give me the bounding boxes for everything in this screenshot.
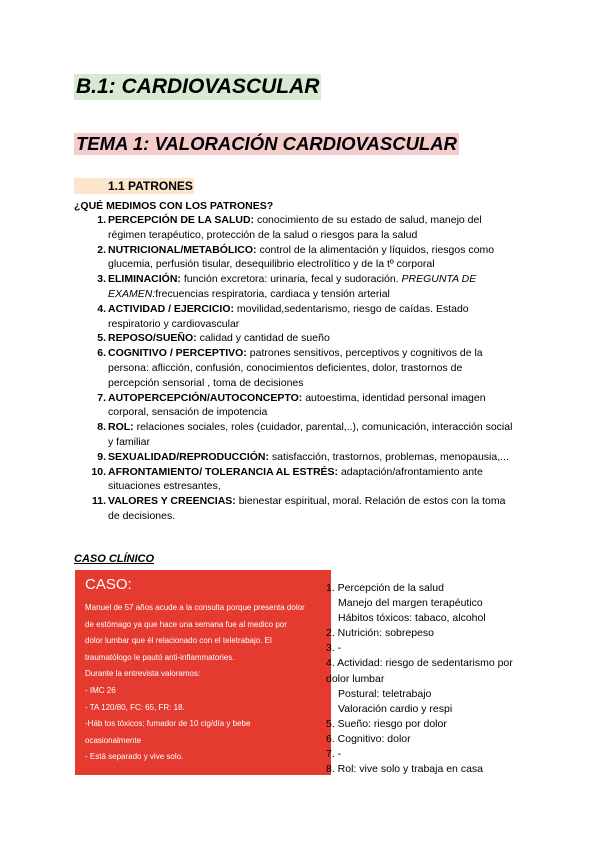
answer-line: 3. - (326, 642, 342, 655)
patron-term: VALORES Y CREENCIAS: (108, 495, 236, 508)
answer-line: Valoración cardio y respi (338, 702, 453, 715)
patron-description: satisfacción, trastornos, problemas, menopausia,... (269, 450, 509, 463)
case-box-title: CASO: (85, 576, 132, 593)
patron-description: autoestima, identidad personal imagen corporal, sensación de impotencia (108, 391, 486, 419)
patron-description: bienestar espiritual, moral. Relación de estos con la toma de decisiones. (108, 495, 506, 522)
patron-description: relaciones sociales, roles (cuidador, parental,..), comunicación, interacción social y familiar (108, 421, 513, 448)
patron-item (86, 346, 516, 390)
patron-number: 8. (97, 421, 106, 434)
caso-clinico-heading: CASO CLÍNICO (74, 553, 155, 565)
patron-number: 9. (97, 450, 106, 463)
answer-line: Postural: teletrabajo (338, 687, 432, 700)
case-line: -Háb tos tóxicos: fumador de 10 cig/día y bebe (85, 719, 251, 729)
patron-number: 7. (97, 391, 106, 404)
section-title: B.1: CARDIOVASCULAR (76, 75, 320, 98)
case-line: - IMC 26 (85, 685, 116, 695)
answer-line: Manejo del margen terapéutico (338, 597, 483, 610)
patron-description: movilidad,sedentarismo, riesgo de caídas. Estado respiratorio y cardiovascular (108, 302, 469, 330)
patron-term: REPOSO/SUEÑO: (108, 332, 197, 345)
answers-list (326, 581, 596, 777)
patron-item (86, 450, 516, 465)
patron-item (86, 213, 516, 243)
patron-term: ROL: (108, 421, 134, 434)
patron-term: AFRONTAMIENTO/ TOLERANCIA AL ESTRÉS: (108, 465, 339, 478)
patron-item (86, 494, 516, 524)
patron-description: conocimiento de su estado de salud, manejo del régimen terapéutico, protección de la salud o riesgos para la salud (108, 214, 482, 241)
case-line: Durante la entrevista valoramos: (85, 669, 201, 679)
patron-description-2: frecuencias respiratoria, cardiaca y tensión arterial (155, 287, 390, 300)
answer-line: 1. Percepción de la salud (326, 582, 444, 594)
patron-item (86, 465, 516, 495)
patron-number: 1. (97, 214, 106, 226)
patron-number: 10. (91, 465, 106, 478)
patron-term: PERCEPCIÓN DE LA SALUD: (108, 214, 255, 226)
answer-line: 7. - (326, 748, 342, 761)
case-line: - Está separado y vive solo. (85, 752, 184, 762)
patrones-list (86, 213, 516, 524)
patron-item (86, 243, 516, 273)
case-line: ocasionalmente (85, 735, 142, 745)
patron-item (86, 391, 516, 421)
patron-item (86, 302, 516, 332)
patron-number: 5. (97, 332, 106, 345)
patron-number: 2. (97, 243, 106, 256)
patron-term: COGNITIVO / PERCEPTIVO: (108, 347, 247, 360)
answer-line: 6. Cognitivo: dolor (326, 732, 411, 745)
subsection-title: 1.1 PATRONES (74, 178, 194, 194)
patron-term: AUTOPERCEPCIÓN/AUTOCONCEPTO: (108, 391, 303, 404)
patron-term: ELIMINACIÓN: (108, 273, 181, 286)
patron-item (86, 420, 516, 450)
case-line: de estómago ya que hace una semana fue al medico por (85, 619, 287, 629)
patron-description: función excretora: urinaria, fecal y sudoración. (180, 273, 402, 286)
case-line: - TA 120/80, FC: 65, FR: 18. (85, 702, 185, 712)
answer-line: 2. Nutrición: sobrepeso (326, 627, 434, 640)
question-heading: ¿QUÉ MEDIMOS CON LOS PATRONES? (74, 200, 274, 212)
patron-term: ACTIVIDAD / EJERCICIO: (108, 302, 235, 315)
answer-line: 4. Actividad: riesgo de sedentarismo por (326, 657, 513, 670)
patron-number: 3. (97, 273, 106, 286)
topic-title: TEMA 1: VALORACIÓN CARDIOVASCULAR (76, 133, 457, 154)
patron-term: SEXUALIDAD/REPRODUCCIÓN: (108, 450, 270, 463)
answer-line: 8. Rol: vive solo y trabaja en casa (326, 763, 483, 776)
patron-description: adaptación/afrontamiento ante situaciones estresantes, (108, 465, 483, 493)
patron-item (86, 331, 516, 346)
case-box (75, 570, 334, 775)
patron-exam-note: PREGUNTA DE EXAMEN: (108, 273, 477, 300)
patron-description: calidad y cantidad de sueño (196, 332, 330, 345)
case-box-text (85, 600, 323, 766)
answer-line: Hábitos tóxicos: tabaco, alcohol (338, 612, 486, 625)
patron-number: 4. (97, 302, 106, 315)
patron-term: NUTRICIONAL/METABÓLICO: (108, 243, 257, 256)
patron-description: patrones sensitivos, perceptivos y cognitivos de la persona: aflicción, confusión, conocimientos deficientes, dolor, trastornos de percepción sensorial , toma de decisiones (108, 347, 483, 389)
answer-line: dolor lumbar (326, 672, 385, 685)
patron-description: control de la alimentación y líquidos, riesgos como glucemia, perfusión tisular, desequilibrio electrolítico y de la tº corporal (108, 243, 495, 271)
case-line: Manuel de 57 años acude a la consulta porque presenta dolor (85, 603, 305, 612)
patron-number: 11. (91, 495, 106, 508)
patron-item (86, 272, 516, 302)
patron-number: 6. (97, 347, 106, 360)
case-line: traumatólogo le pautó anti-inflammatories. (85, 652, 235, 662)
answer-line: 5. Sueño: riesgo por dolor (326, 717, 447, 730)
case-line: dolor lumbar que él relacionado con el teletrabajo. El (85, 636, 272, 646)
